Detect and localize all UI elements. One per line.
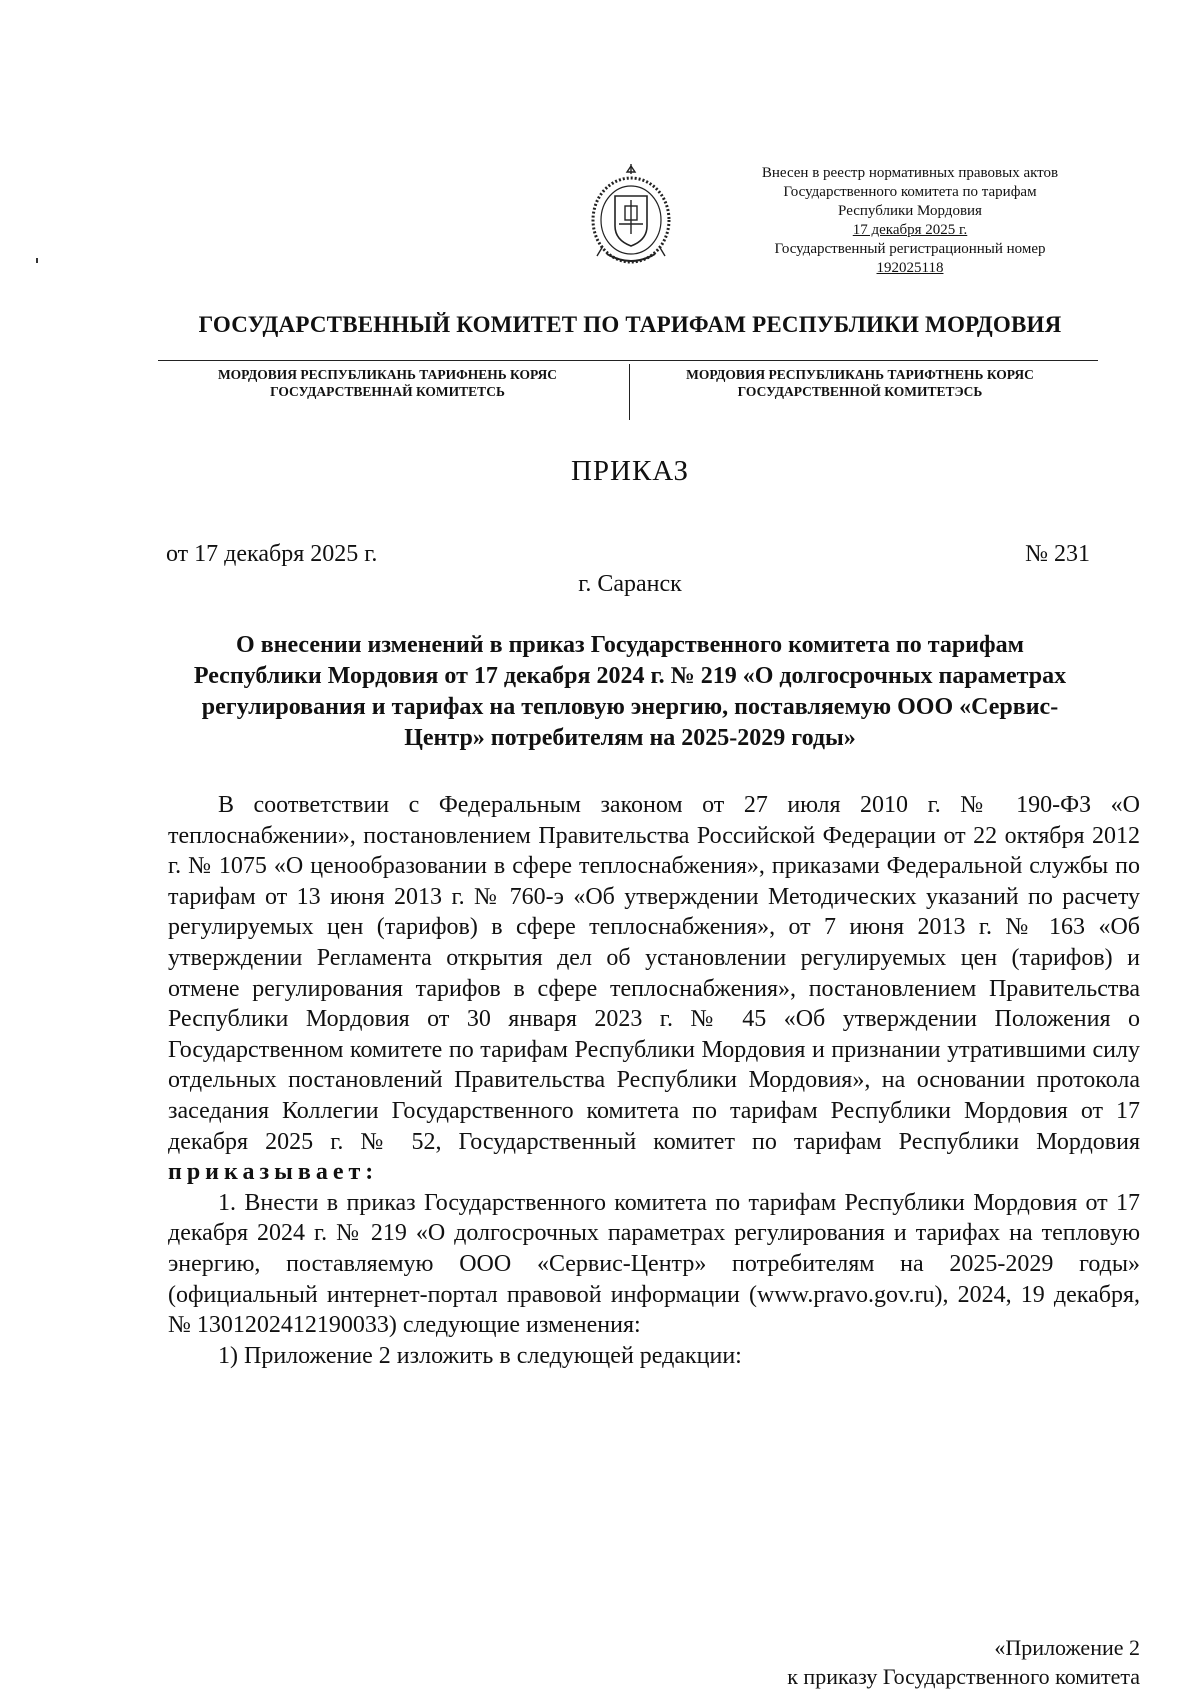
preamble-paragraph [168,790,1140,1188]
header-divider [158,360,1098,361]
appendix-line: к приказу Государственного комитета [787,1664,1140,1689]
subtitle-line: ГОСУДАРСТВЕННАЙ КОМИТЕТСЬ [270,384,505,399]
header-column-divider [629,364,630,420]
registry-line: Государственный регистрационный номер [774,241,1046,257]
item-1-1-paragraph: 1) Приложение 2 изложить в следующей редакции: [218,1342,742,1369]
coat-of-arms-emblem [587,162,675,272]
subtitle-line: МОРДОВИЯ РЕСПУБЛИКАНЬ ТАРИФНЕНЬ КОРЯС [217,367,558,382]
subtitle-line: МОРДОВИЯ РЕСПУБЛИКАНЬ ТАРИФТНЕНЬ КОРЯС [686,367,1034,382]
orders-word: приказывает: [168,1159,379,1186]
document-city: г. Саранск [578,571,682,597]
document-heading: О внесении изменений в приказ Государственного комитета по тарифам Республики Мордовия от 17 декабря 2024 г. № 219 «О долгосрочных параметрах регулирования и тарифах на тепловую энергию, поставляемую ООО «Сервис-Центр» потребителям на 2025-2029 годы» [193,632,1067,751]
registry-line: Государственного комитета по тарифам [783,184,1037,200]
moksha-committee-name [175,366,600,400]
document-body [168,790,1140,1371]
registry-line: Внесен в реестр нормативных правовых актов [761,165,1059,181]
erzya-committee-name [640,366,1080,400]
document-number: № 231 [1025,541,1090,567]
registry-line: Республики Мордовия [838,203,982,219]
registry-number: 192025118 [876,260,944,276]
appendix-line: «Приложение 2 [994,1635,1140,1660]
registry-note [735,164,1085,278]
committee-title: ГОСУДАРСТВЕННЫЙ КОМИТЕТ ПО ТАРИФАМ РЕСПУБЛИКИ МОРДОВИЯ [198,312,1062,337]
document-date: от 17 декабря 2025 г. [166,541,378,567]
preamble-text: В соответствии с Федеральным законом от 27 июля 2010 г. № 190-ФЗ «О теплоснабжении», постановлением Правительства Российской Федерации от 22 октября 2012 г. № 1075 «О ценообразовании в сфере теплоснабжения», приказами Федеральной службы по тарифам от 13 июня 2013 г. № 760-э «Об утверждении Методических указаний по расчету регулируемых цен (тарифов) в сфере теплоснабжения», от 7 июня 2013 г. № 163 «Об утверждении Регламента открытия дел об установлении регулируемых цен (тарифов) и отмене регулирования тарифов в сфере теплоснабжения», постановлением Правительства Республики Мордовия от 30 января 2023 г. № 45 «Об утверждении Положения о Государственном комитете по тарифам Республики Мордовия и признании утратившими силу отдельных постановлений Правительства Республики Мордовия», на основании протокола заседания Коллегии Государственного комитета по тарифам Республики Мордовия от 17 декабря 2025 г. № 52, Государственный комитет по тарифам Республики Мордовия [168,792,1140,1155]
subtitle-line: ГОСУДАРСТВЕННОЙ КОМИТЕТЭСЬ [737,384,983,399]
registry-date: 17 декабря 2025 г. [852,222,968,238]
item-1-paragraph: 1. Внести в приказ Государственного комитета по тарифам Республики Мордовия от 17 декабря 2024 г. № 219 «О долгосрочных параметрах регулирования и тарифах на тепловую энергию, поставляемую ООО «Сервис-Центр» потребителям на 2025-2029 годы» (официальный интернет-портал правовой информации (www.pravo.gov.ru), 2024, 19 декабря, № 1301202412190033) следующие изменения: [168,1189,1140,1339]
document-type: ПРИКАЗ [570,455,690,487]
scan-mark [36,258,38,263]
appendix-caption [640,1633,1140,1691]
